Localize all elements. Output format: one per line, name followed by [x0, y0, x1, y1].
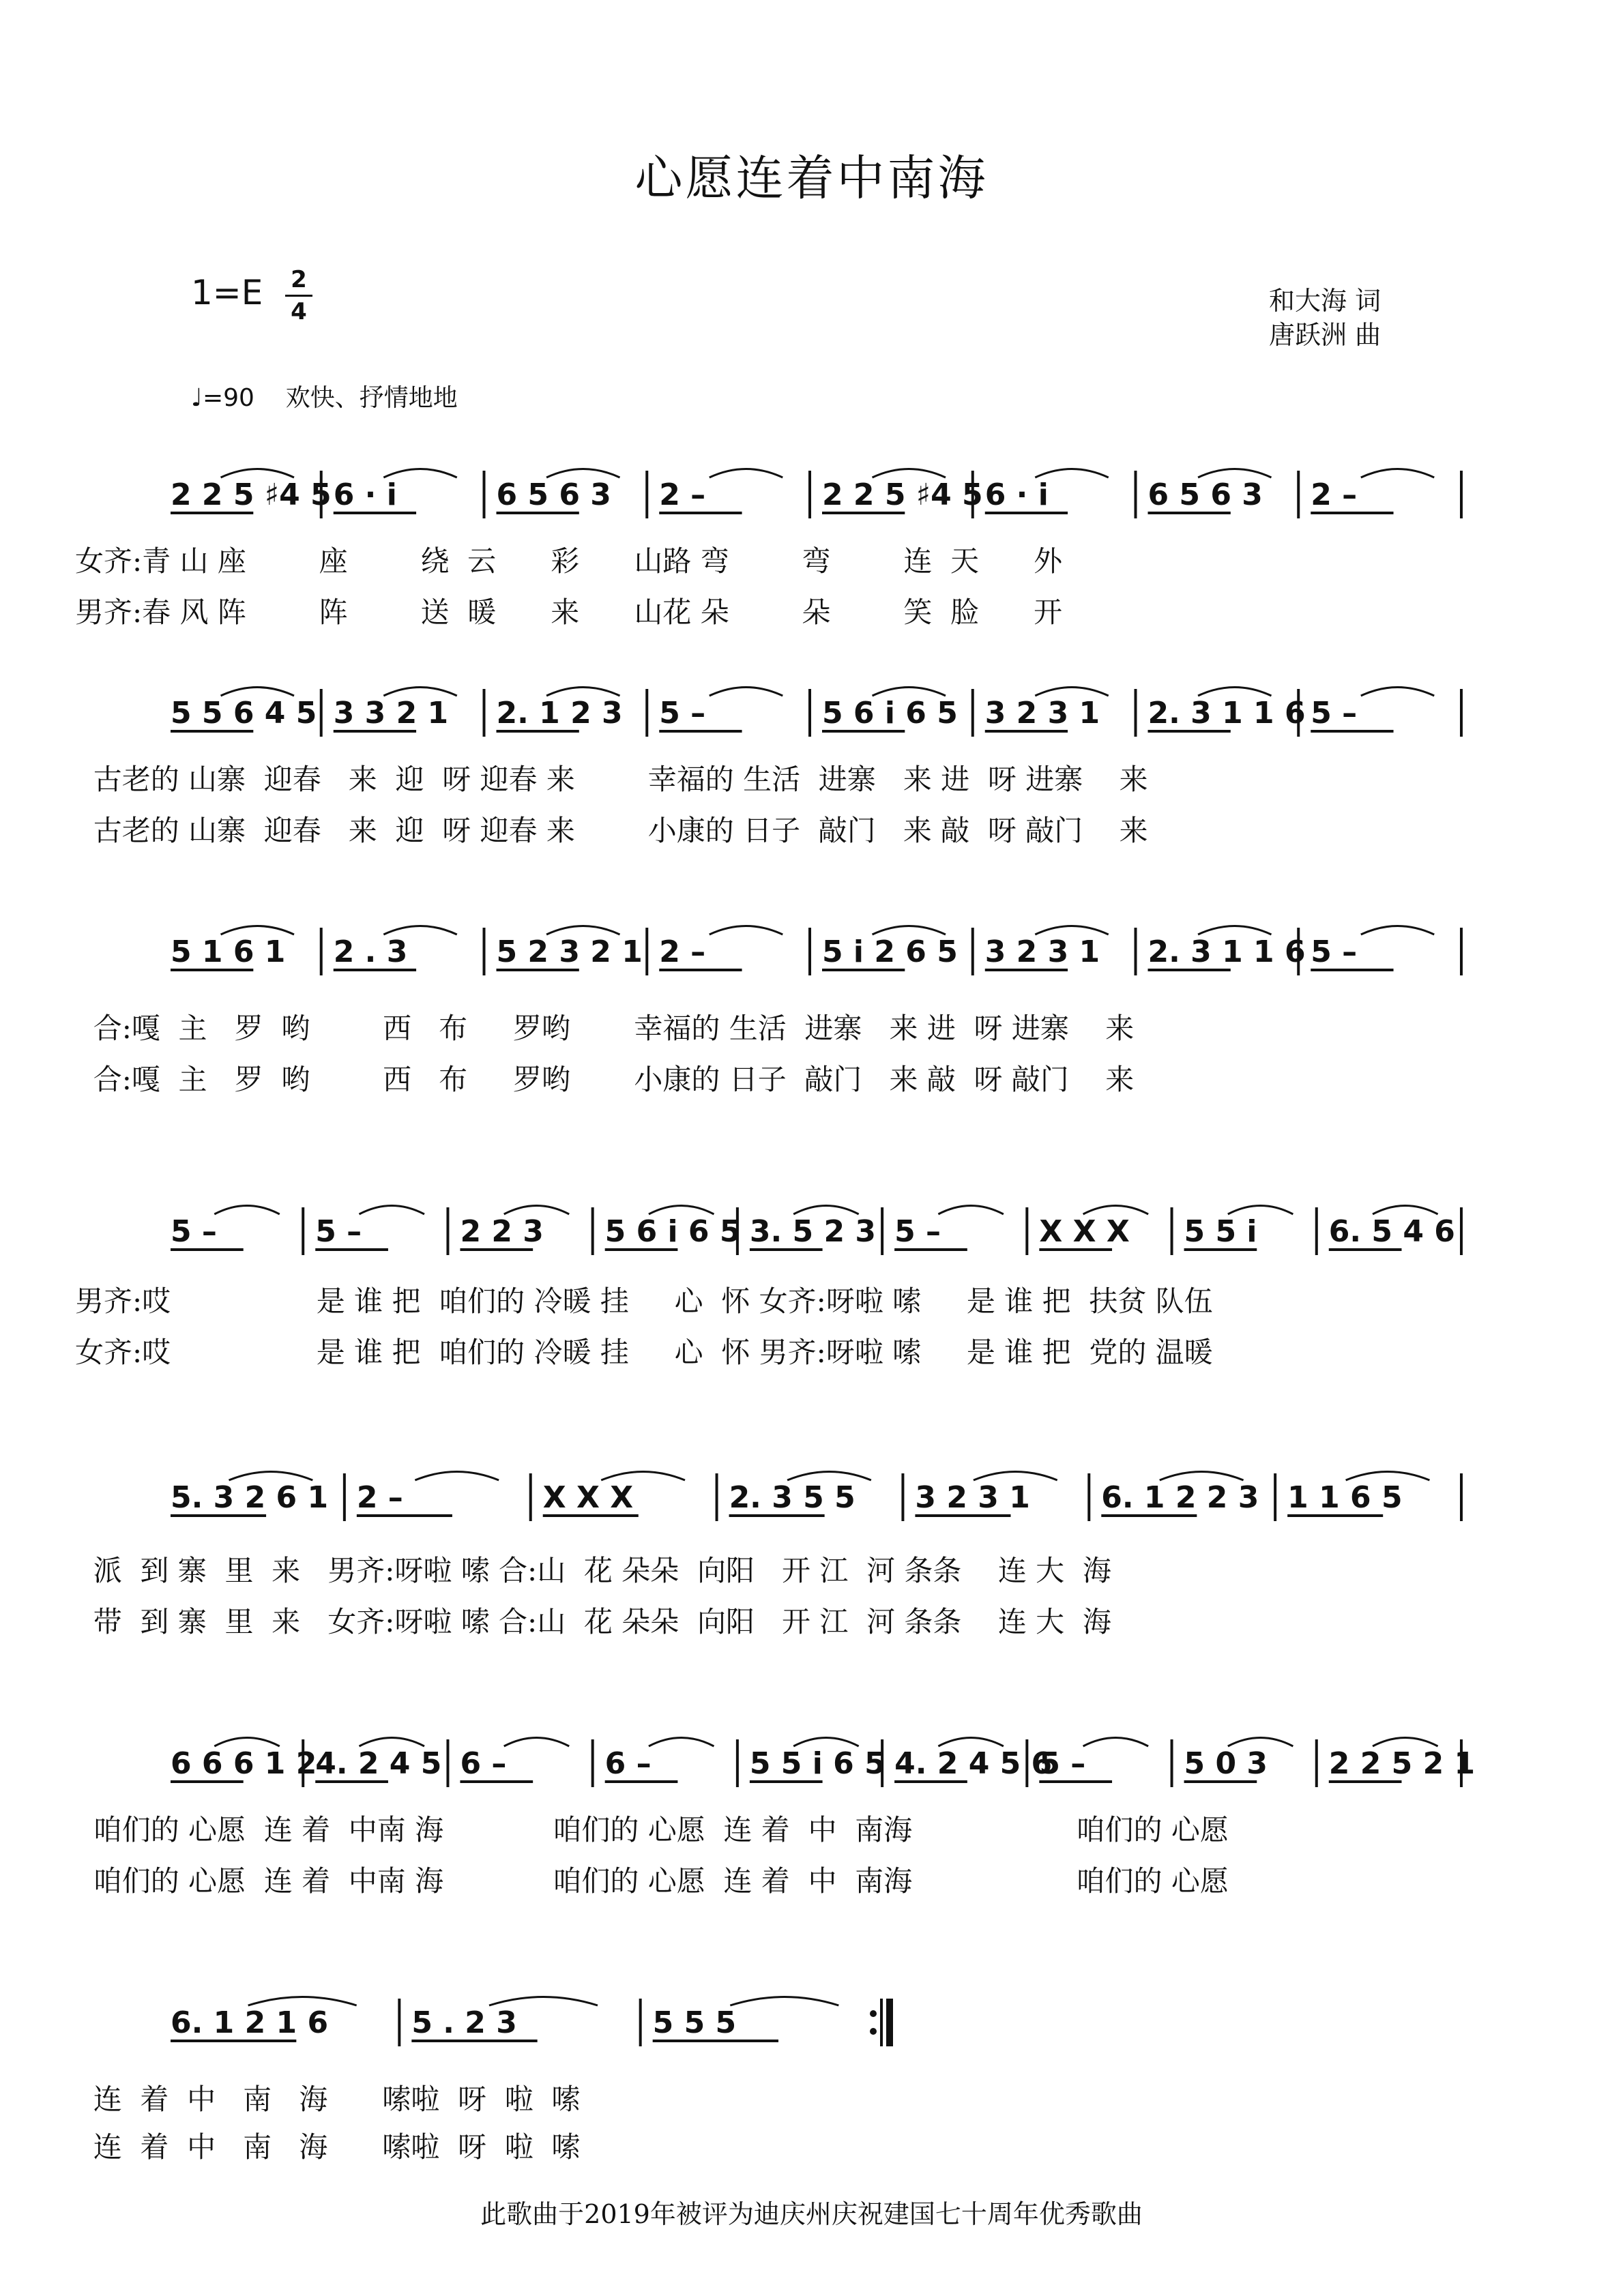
slur [1373, 1206, 1438, 1215]
slur [601, 1472, 685, 1481]
slur [229, 1472, 313, 1481]
slur [1198, 688, 1271, 696]
slur [710, 688, 783, 696]
measure-notes: 2 . 3 [333, 934, 408, 969]
measure-notes: X X X [1039, 1214, 1130, 1249]
slur [873, 688, 946, 696]
slur [938, 1738, 1004, 1747]
slur [383, 926, 456, 935]
lyric-line-1: 合:嘎 主 罗 哟 西 布 罗哟 幸福的 生活 进寨 来 进 呀 进寨 来 [75, 1012, 1135, 1045]
slur [1373, 1738, 1438, 1747]
measure-notes: 5 6 i 6 5 [822, 696, 958, 731]
slur [546, 926, 619, 935]
measure-notes: 2 2 5 ♯4 5 [171, 477, 332, 512]
slur [1361, 926, 1434, 935]
measure-notes: 2. 3 5 5 [729, 1480, 856, 1515]
measure-notes: 1 1 6 5 [1287, 1480, 1403, 1515]
measure-notes: 5 1 6 1 [171, 934, 286, 969]
lyric-line-1: 古老的 山寨 迎春 来 迎 呀 迎春 来 幸福的 生活 进寨 来 进 呀 进寨 来 [75, 763, 1148, 796]
lyric-line-2: 连 着 中 南 海 嗦啦 呀 啦 嗦 [75, 2130, 581, 2164]
slur [1228, 1206, 1293, 1215]
measure-notes: 5 – [659, 696, 706, 731]
measure-notes: 5 6 i 6 5 [604, 1214, 741, 1249]
measure-notes: 6 5 6 3 [1147, 477, 1263, 512]
measure-notes: 6 · i [333, 477, 397, 512]
meter-divider [285, 295, 312, 297]
measure-notes: 5 – [1311, 696, 1358, 731]
measure-notes: X X X [542, 1480, 634, 1515]
measure-notes: 5 5 5 [652, 2005, 737, 2040]
slur [1361, 688, 1434, 696]
measure-notes: 2 – [1311, 477, 1358, 512]
measure-notes: 5 i 2 6 5 [822, 934, 958, 969]
lyric-line-1: 男齐:哎 是 谁 把 咱们的 冷暖 挂 心 怀 女齐:呀啦 嗦 是 谁 把 扶贫 队伍 [75, 1284, 1213, 1318]
slur [649, 1738, 714, 1747]
slur [1361, 469, 1434, 478]
meter-top: 2 [291, 266, 307, 293]
measure-notes: 6 6 6 1 2 [171, 1746, 317, 1781]
slur [489, 1997, 598, 2006]
measure-notes: 3. 5 2 3 [749, 1214, 877, 1249]
slur [1160, 1472, 1244, 1481]
tempo-expression: 欢快、抒情地地 [285, 384, 458, 412]
slur [360, 1206, 425, 1215]
measure-notes: 6. 1 2 1 6 [171, 2005, 329, 2040]
measure-notes: 2. 3 1 1 6 [1147, 696, 1306, 731]
tempo-marking [191, 379, 458, 413]
slur [730, 1997, 838, 2006]
measure-notes: 3 2 3 1 [915, 1480, 1030, 1515]
slur [360, 1738, 425, 1747]
measure-notes: 6 – [460, 1746, 507, 1781]
measure-notes: 5 5 i [1184, 1214, 1257, 1249]
measure-notes: 5 . 2 3 [411, 2005, 517, 2040]
measure-notes: 5 5 6 4 5 [171, 696, 317, 731]
lyric-line-1: 咱们的 心愿 连 着 中南 海 咱们的 心愿 连 着 中 南海 咱们的 心愿 [75, 1813, 1229, 1846]
lyricist-credit: 和大海 词 [1269, 286, 1381, 316]
measure-notes: 6 – [604, 1746, 652, 1781]
slur [793, 1206, 859, 1215]
measure-notes: 5 – [171, 1214, 217, 1249]
notation-row [0, 464, 1623, 539]
slur [415, 1472, 499, 1481]
measure-notes: 5 0 3 [1184, 1746, 1268, 1781]
measure-notes: 6 · i [984, 477, 1049, 512]
footer-note: 此歌曲于2019年被评为迪庆州庆祝建国七十周年优秀歌曲 [480, 2199, 1143, 2229]
key-signature: 1=E [191, 273, 263, 312]
tempo-bpm: ♩=90 [191, 384, 254, 412]
slur [504, 1206, 570, 1215]
measure-notes: 2 – [659, 477, 706, 512]
measure-notes: 5 2 3 2 1 [496, 934, 643, 969]
meter-bottom: 4 [291, 298, 307, 325]
notation-row [0, 1733, 1623, 1808]
slur [1035, 688, 1108, 696]
slur [221, 469, 294, 478]
measure-notes: 3 2 3 1 [984, 696, 1100, 731]
slur [214, 1206, 280, 1215]
slur [873, 469, 946, 478]
notation-row [0, 1467, 1623, 1542]
song-title: 心愿连着中南海 [634, 150, 989, 206]
slur [1346, 1472, 1430, 1481]
slur [793, 1738, 859, 1747]
measure-notes: 2 2 5 ♯4 5 [822, 477, 983, 512]
slur [974, 1472, 1057, 1481]
notation-row [0, 682, 1623, 757]
slur [383, 688, 456, 696]
measure-notes: 5 – [1311, 934, 1358, 969]
measure-notes: 5 5 i 6 5 [749, 1746, 886, 1781]
measure-notes: 6 5 6 3 [496, 477, 611, 512]
notation-row [0, 921, 1623, 996]
measure-notes: 6. 1 2 2 3 [1101, 1480, 1259, 1515]
slur [504, 1738, 570, 1747]
measure-notes: 2 – [356, 1480, 403, 1515]
lyric-line-2: 古老的 山寨 迎春 来 迎 呀 迎春 来 小康的 日子 敲门 来 敲 呀 敲门 来 [75, 814, 1148, 847]
slur [1083, 1738, 1149, 1747]
measure-notes: 5. 3 2 6 1 [171, 1480, 329, 1515]
measure-notes: 3 2 3 1 [984, 934, 1100, 969]
slur [1083, 1206, 1149, 1215]
measure-notes: 2 – [659, 934, 706, 969]
slur [214, 1738, 280, 1747]
measure-notes: 2. 3 1 1 6 [1147, 934, 1306, 969]
repeat-dot [870, 2028, 877, 2035]
measure-notes: 4. 2 4 5 [315, 1746, 442, 1781]
slur [1035, 926, 1108, 935]
slur [938, 1206, 1004, 1215]
measure-notes: 2 2 3 [460, 1214, 544, 1249]
time-signature [285, 266, 312, 325]
slur [787, 1472, 871, 1481]
slur [1198, 926, 1271, 935]
slur [1228, 1738, 1293, 1747]
lyric-line-male: 男齐:春 风 阵 阵 送 暖 来 山花 朵 朵 笑 脸 开 [75, 595, 1063, 629]
slur [1035, 469, 1108, 478]
slur [221, 926, 294, 935]
lyric-line-2: 咱们的 心愿 连 着 中南 海 咱们的 心愿 连 着 中 南海 咱们的 心愿 [75, 1864, 1229, 1898]
slur [649, 1206, 714, 1215]
lyric-line-2: 女齐:哎 是 谁 把 咱们的 冷暖 挂 心 怀 男齐:呀啦 嗦 是 谁 把 党的 温暖 [75, 1336, 1213, 1369]
slur [1198, 469, 1271, 478]
notation-row [0, 1992, 1623, 2067]
slur [546, 469, 619, 478]
lyric-line-1: 派 到 寨 里 来 男齐:呀啦 嗦 合:山 花 朵朵 向阳 开 江 河 条条 连 大 海 [75, 1554, 1111, 1587]
slur [248, 1997, 357, 2006]
measure-notes: 2. 1 2 3 [496, 696, 623, 731]
slur [221, 688, 294, 696]
lyric-line-2: 带 到 寨 里 来 女齐:呀啦 嗦 合:山 花 朵朵 向阳 开 江 河 条条 连 大 海 [75, 1605, 1111, 1638]
measure-notes: 4. 2 4 5 6 [894, 1746, 1053, 1781]
measure-notes: 5 – [1039, 1746, 1086, 1781]
lyric-line-1: 连 着 中 南 海 嗦啦 呀 啦 嗦 [75, 2082, 581, 2116]
slur [546, 688, 619, 696]
slur [383, 469, 456, 478]
notation-row [0, 1201, 1623, 1276]
slur [710, 469, 783, 478]
measure-notes: 2 2 5 2 1 [1328, 1746, 1476, 1781]
measure-notes: 5 – [894, 1214, 941, 1249]
slur [873, 926, 946, 935]
measure-notes: 3 3 2 1 [333, 696, 449, 731]
composer-credit: 唐跃洲 曲 [1269, 320, 1381, 350]
lyric-line-2: 合:嘎 主 罗 哟 西 布 罗哟 小康的 日子 敲门 来 敲 呀 敲门 来 [75, 1063, 1135, 1096]
measure-notes: 5 – [315, 1214, 362, 1249]
repeat-dot [870, 2010, 877, 2017]
measure-notes: 6. 5 4 6 [1328, 1214, 1455, 1249]
lyric-line-female: 女齐:青 山 座 座 绕 云 彩 山路 弯 弯 连 天 外 [75, 544, 1063, 578]
slur [710, 926, 783, 935]
